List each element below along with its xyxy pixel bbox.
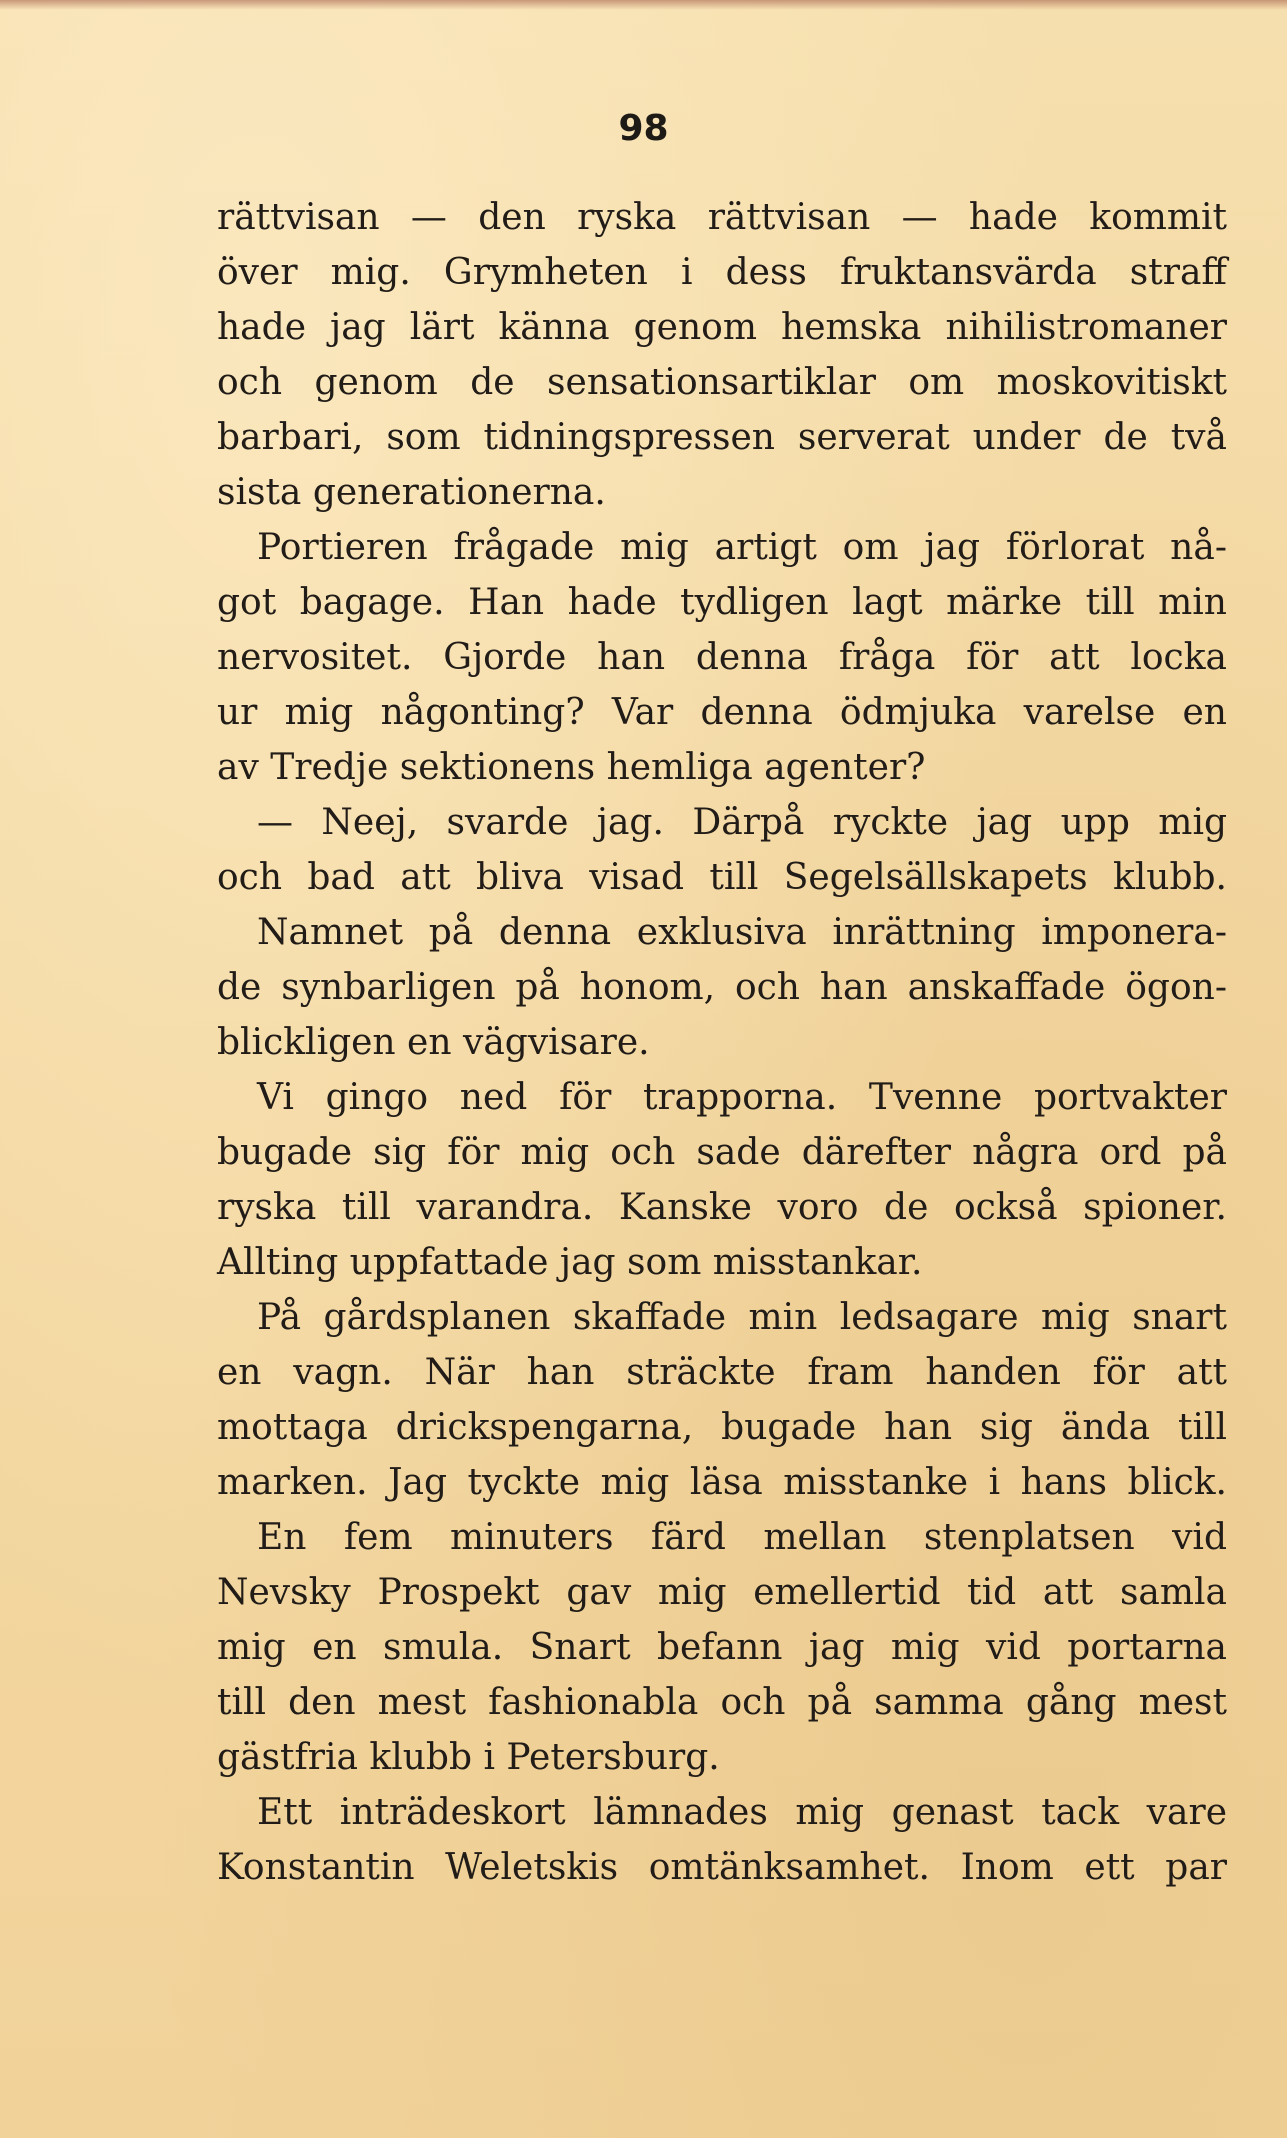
text-line: barbari, som tidningspressen serverat under de två <box>217 417 1227 458</box>
text-line: blickligen en vägvisare. <box>217 1022 650 1063</box>
text-line: Namnet på denna exklusiva inrättning imponera- <box>257 912 1227 953</box>
text-line: Vi gingo ned för trapporna. Tvenne portvakter <box>257 1077 1227 1118</box>
text-line: bugade sig för mig och sade därefter några ord på <box>217 1132 1227 1173</box>
text-line: en vagn. När han sträckte fram handen för att <box>217 1352 1227 1393</box>
text-line: Ett inträdeskort lämnades mig genast tack vare <box>257 1792 1227 1833</box>
text-line: Konstantin Weletskis omtänksamhet. Inom ett par <box>217 1847 1227 1888</box>
text-line: På gårdsplanen skaffade min ledsagare mig snart <box>257 1297 1227 1338</box>
text-line: hade jag lärt känna genom hemska nihilistromaner <box>217 307 1227 348</box>
text-line: rättvisan — den ryska rättvisan — hade kommit <box>217 197 1227 238</box>
text-line: ur mig någonting? Var denna ödmjuka varelse en <box>217 692 1227 733</box>
text-line: mig en smula. Snart befann jag mig vid portarna <box>217 1627 1227 1668</box>
text-line: got bagage. Han hade tydligen lagt märke till min <box>217 582 1227 623</box>
text-line: och bad att bliva visad till Segelsällskapets klubb. <box>217 857 1227 898</box>
text-line: Portieren frågade mig artigt om jag förlorat nå- <box>257 527 1227 568</box>
text-line: och genom de sensationsartiklar om moskovitiskt <box>217 362 1227 403</box>
text-line: de synbarligen på honom, och han anskaffade ögon- <box>217 967 1227 1008</box>
page-number: 98 <box>618 108 669 149</box>
text-line: Nevsky Prospekt gav mig emellertid tid att samla <box>217 1572 1227 1613</box>
text-line: gästfria klubb i Petersburg. <box>217 1737 720 1778</box>
text-line: Allting uppfattade jag som misstankar. <box>217 1242 923 1283</box>
page-body-text <box>217 190 1227 1895</box>
text-line: till den mest fashionabla och på samma gång mest <box>217 1682 1227 1723</box>
text-line: av Tredje sektionens hemliga agenter? <box>217 747 926 788</box>
text-line: marken. Jag tyckte mig läsa misstanke i hans blick. <box>217 1462 1227 1503</box>
page-top-edge <box>0 0 1287 10</box>
text-line: — Neej, svarde jag. Därpå ryckte jag upp mig <box>257 802 1227 843</box>
text-line: En fem minuters färd mellan stenplatsen vid <box>257 1517 1227 1558</box>
text-line: sista generationerna. <box>217 472 606 513</box>
text-line: mottaga drickspengarna, bugade han sig ända till <box>217 1407 1227 1448</box>
text-line: över mig. Grymheten i dess fruktansvärda straff <box>217 252 1227 293</box>
text-line: nervositet. Gjorde han denna fråga för att locka <box>217 637 1227 678</box>
text-line: ryska till varandra. Kanske voro de också spioner. <box>217 1187 1227 1228</box>
